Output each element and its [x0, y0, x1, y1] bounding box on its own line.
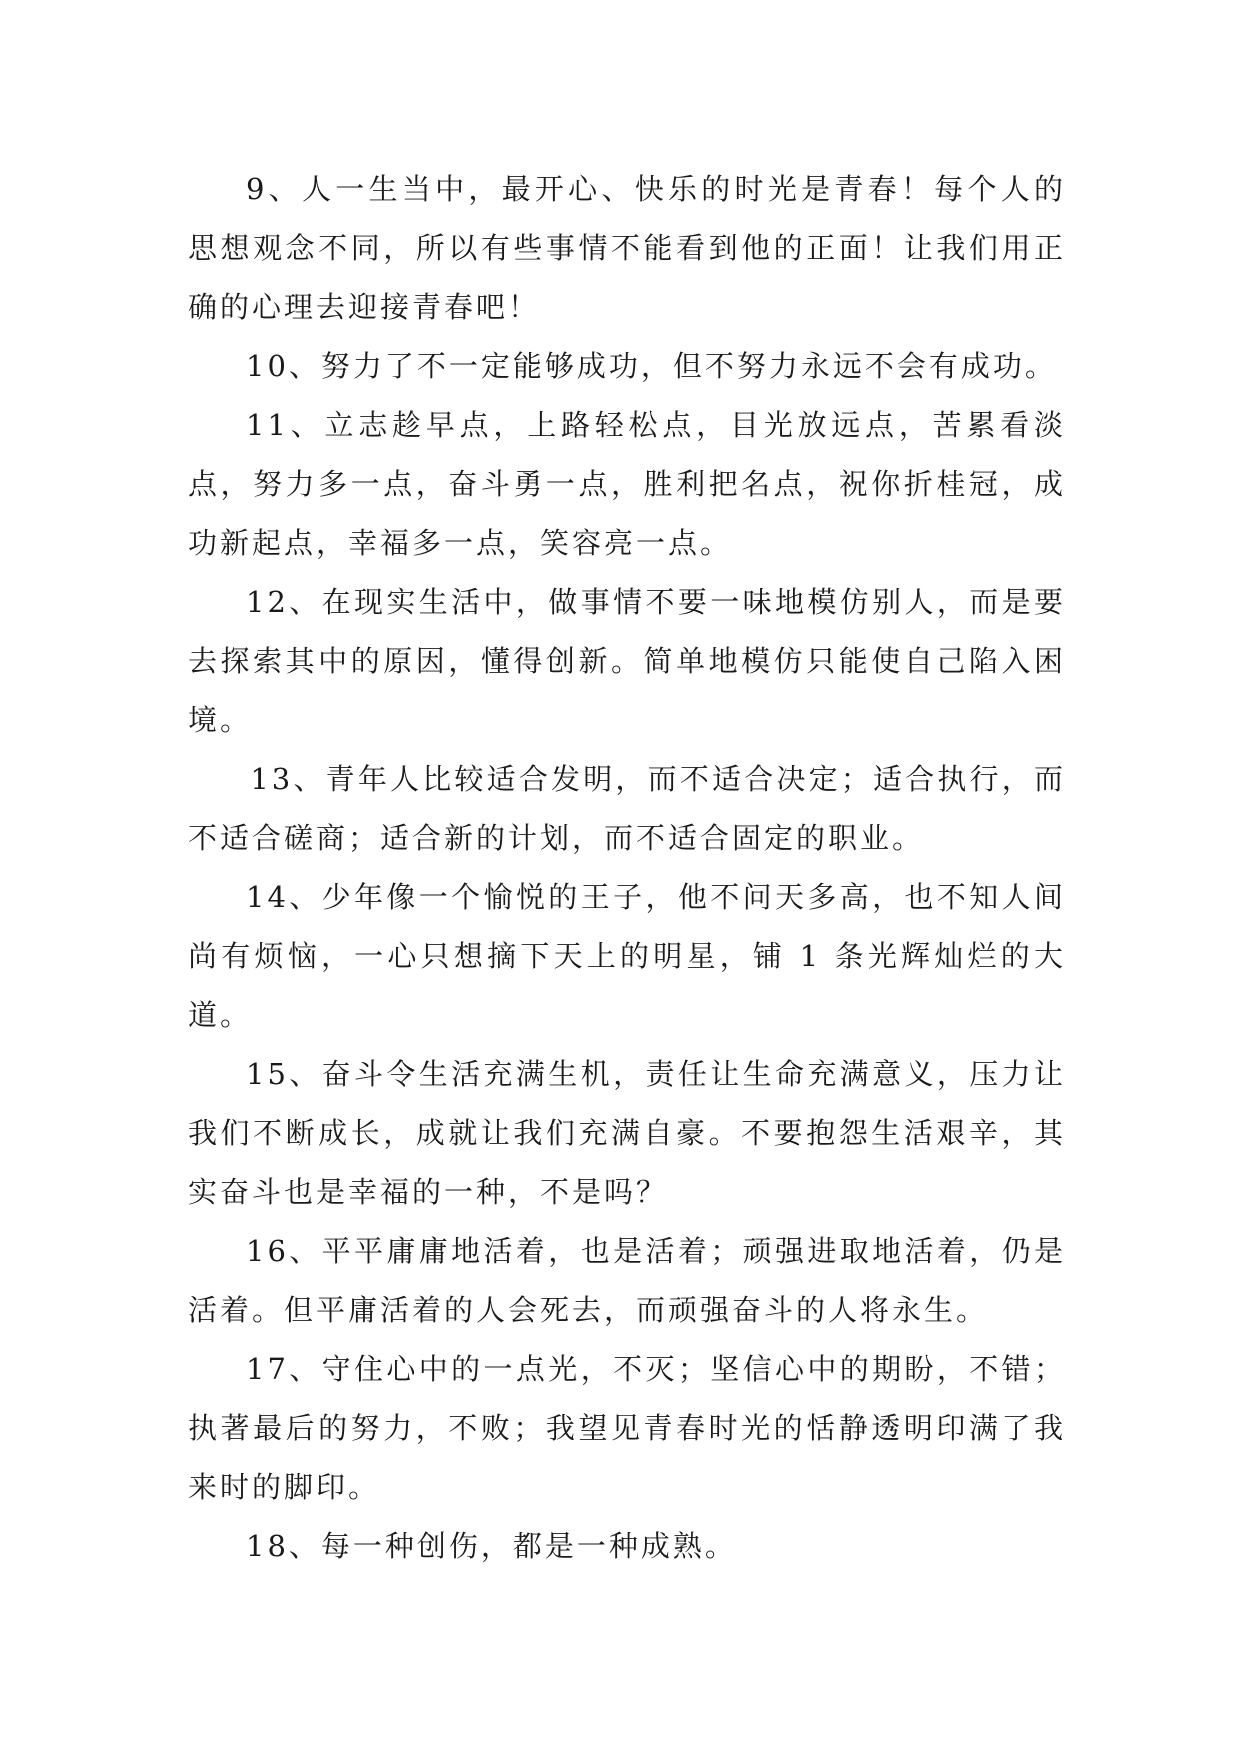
paragraph-14: 14、少年像一个愉悦的王子，他不问天多高，也不知人间尚有烦恼，一心只想摘下天上的明星，铺 1 条光辉灿烂的大道。 — [188, 880, 1066, 1032]
paragraph-17: 17、守住心中的一点光，不灭；坚信心中的期盼，不错；执著最后的努力，不败；我望见青春时光的恬静透明印满了我来时的脚印。 — [188, 1352, 1066, 1504]
paragraph-16: 16、平平庸庸地活着，也是活着；顽强进取地活着，仍是活着。但平庸活着的人会死去，而顽强奋斗的人将永生。 — [188, 1234, 1066, 1327]
paragraph-15: 15、奋斗令生活充满生机，责任让生命充满意义，压力让我们不断成长，成就让我们充满自豪。不要抱怨生活艰辛，其实奋斗也是幸福的一种，不是吗？ — [188, 1057, 1066, 1209]
document-body — [188, 160, 1066, 1576]
paragraph-12: 12、在现实生活中，做事情不要一味地模仿别人，而是要去探索其中的原因，懂得创新。简单地模仿只能使自己陷入困境。 — [188, 585, 1066, 737]
paragraph-18: 18、每一种创伤，都是一种成熟。 — [246, 1529, 737, 1563]
paragraph-9: 9、人一生当中，最开心、快乐的时光是青春！每个人的思想观念不同，所以有些事情不能看到他的正面！让我们用正确的心理去迎接青春吧！ — [188, 172, 1066, 324]
paragraph-10: 10、努力了不一定能够成功，但不努力永远不会有成功。 — [246, 349, 1057, 383]
paragraph-11: 11、立志趁早点，上路轻松点，目光放远点，苦累看淡点，努力多一点，奋斗勇一点，胜利把名点，祝你折桂冠，成功新起点，幸福多一点，笑容亮一点。 — [188, 408, 1066, 560]
paragraph-13: 13、青年人比较适合发明，而不适合决定；适合执行，而不适合磋商；适合新的计划，而不适合固定的职业。 — [188, 762, 1066, 855]
